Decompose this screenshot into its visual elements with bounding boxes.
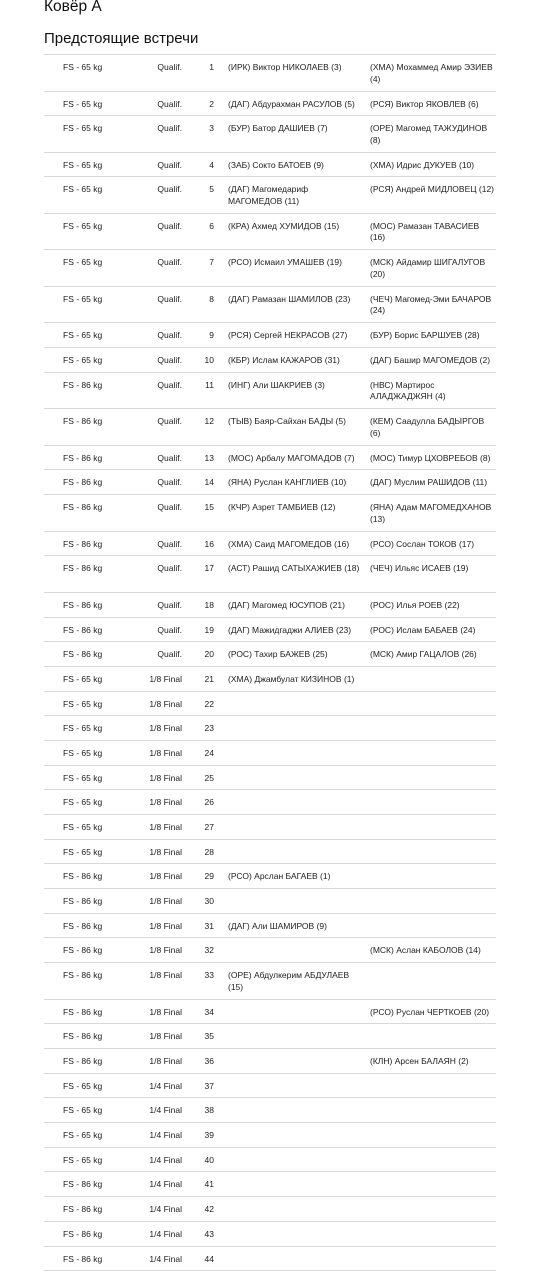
bout-round: Qualif. (157, 184, 182, 195)
weight-class: FS - 65 kg (63, 123, 103, 134)
bout-round: Qualif. (157, 355, 182, 366)
bout-number: 38 (204, 1105, 214, 1116)
bout-number: 1 (209, 62, 214, 72)
bout-round: 1/4 Final (149, 1228, 182, 1239)
weight-class: FS - 86 kg (63, 649, 103, 660)
bout-round: 1/8 Final (149, 846, 182, 857)
bout-round: 1/4 Final (149, 1204, 182, 1215)
blue-corner-wrestler: (БУР) Борис БАРШУЕВ (28) (370, 330, 480, 341)
bout-row (44, 495, 496, 532)
bout-round: 1/8 Final (149, 970, 182, 981)
weight-class: FS - 65 kg (63, 220, 103, 231)
bout-number: 35 (204, 1031, 214, 1042)
bout-round: Qualif. (157, 159, 182, 170)
weight-class: FS - 86 kg (63, 477, 103, 488)
bout-row (44, 642, 496, 667)
weight-class: FS - 86 kg (63, 563, 103, 574)
bout-row (44, 556, 496, 593)
weight-class: FS - 86 kg (63, 379, 103, 390)
bout-row (44, 287, 496, 324)
bout-row (44, 470, 496, 495)
bout-number: 26 (204, 797, 214, 808)
bout-number: 20 (204, 649, 214, 660)
blue-corner-wrestler: (РСО) Сослан ТОКОВ (17) (370, 538, 475, 549)
bout-row (44, 963, 496, 1000)
red-corner-wrestler: (ОРЕ) Абдулкерим АБДУЛАЕВ (15) (228, 970, 350, 992)
red-corner-wrestler: (ТЫВ) Баяр-Сайхан БАДЫ (5) (228, 416, 346, 427)
blue-corner-wrestler: (МОС) Рамазан ТАВАСИЕВ (16) (370, 220, 480, 243)
bout-number: 30 (204, 896, 214, 907)
bout-round: Qualif. (157, 220, 182, 231)
bout-row (44, 790, 496, 815)
blue-corner-wrestler: (КЕМ) Саадулла БАДЫРГОВ (6) (370, 416, 485, 438)
bout-number: 10 (204, 355, 214, 366)
bout-row (44, 864, 496, 889)
bout-round: Qualif. (157, 563, 182, 574)
red-corner-wrestler: (ИРК) Виктор НИКОЛАЕВ (3) (228, 62, 342, 72)
bout-row (44, 1024, 496, 1049)
bout-round: 1/8 Final (149, 698, 182, 709)
bout-round: Qualif. (157, 477, 182, 488)
bout-row (44, 409, 496, 446)
bout-row (44, 815, 496, 840)
bout-round: Qualif. (157, 599, 182, 610)
bout-row (44, 532, 496, 557)
blue-corner-wrestler: (РСО) Руслан ЧЕРТКОЕВ (20) (370, 1006, 490, 1017)
bout-row (44, 1049, 496, 1074)
weight-class: FS - 65 kg (63, 772, 103, 783)
weight-class: FS - 65 kg (63, 673, 103, 684)
weight-class: FS - 86 kg (63, 1006, 103, 1017)
weight-class: FS - 86 kg (63, 1253, 103, 1264)
bout-number: 21 (204, 673, 214, 684)
red-corner-wrestler: (ДАГ) Абдурахман РАСУЛОВ (5) (228, 98, 355, 109)
bout-row (44, 323, 496, 348)
bout-round: 1/8 Final (149, 1006, 182, 1017)
bout-row (44, 741, 496, 766)
bout-number: 43 (204, 1228, 214, 1239)
bout-row (44, 1098, 496, 1123)
blue-corner-wrestler: (МСК) Амир ГАЦАЛОВ (26) (370, 649, 477, 660)
bout-round: 1/8 Final (149, 747, 182, 758)
bout-number: 14 (204, 477, 214, 488)
bout-number: 24 (204, 747, 214, 758)
bout-number: 15 (204, 502, 214, 513)
bout-row (44, 1197, 496, 1222)
red-corner-wrestler: (КБР) Ислам КАЖАРОВ (31) (228, 355, 340, 366)
weight-class: FS - 65 kg (63, 98, 103, 109)
red-corner-wrestler: (РСО) Арслан БАГАЕВ (1) (228, 871, 331, 882)
red-corner-wrestler: (КЧР) Азрет ТАМБИЕВ (12) (228, 502, 336, 513)
bout-number: 2 (209, 98, 214, 109)
bout-number: 12 (204, 416, 214, 427)
weight-class: FS - 65 kg (63, 1154, 103, 1165)
blue-corner-wrestler: (РОС) Илья РОЕВ (22) (370, 599, 460, 610)
bout-row (44, 55, 496, 92)
bout-round: 1/4 Final (149, 1253, 182, 1264)
red-corner-wrestler: (ДАГ) Магомед ЮСУПОВ (21) (228, 599, 345, 610)
bout-round: 1/8 Final (149, 871, 182, 882)
section-title: Предстоящие встречи (44, 30, 199, 47)
bout-row (44, 1074, 496, 1099)
bout-number: 9 (209, 330, 214, 341)
blue-corner-wrestler: (РСЯ) Виктор ЯКОВЛЕВ (6) (370, 98, 479, 109)
bout-round: 1/8 Final (149, 723, 182, 734)
bout-number: 13 (204, 452, 214, 463)
weight-class: FS - 65 kg (63, 184, 103, 195)
blue-corner-wrestler: (ЧЕЧ) Магомед-Эми БАЧАРОВ (24) (370, 293, 492, 316)
bout-row (44, 716, 496, 741)
blue-corner-wrestler: (МСК) Айдамир ШИГАЛУГОВ (20) (370, 257, 486, 279)
bout-number: 31 (204, 920, 214, 931)
weight-class: FS - 65 kg (63, 1105, 103, 1116)
weight-class: FS - 65 kg (63, 330, 103, 341)
bout-round: 1/8 Final (149, 920, 182, 931)
red-corner-wrestler: (МОС) Арбалу МАГОМАДОВ (7) (228, 452, 355, 463)
bout-number: 11 (205, 379, 214, 390)
weight-class: FS - 86 kg (63, 871, 103, 882)
weight-class: FS - 65 kg (63, 62, 103, 72)
bout-row (44, 1247, 496, 1272)
bout-row (44, 667, 496, 692)
bout-row (44, 938, 496, 963)
weight-class: FS - 65 kg (63, 747, 103, 758)
bout-number: 8 (209, 293, 214, 304)
weight-class: FS - 86 kg (63, 896, 103, 907)
red-corner-wrestler: (РСО) Исмаил УМАШЕВ (19) (228, 257, 342, 268)
bout-row (44, 692, 496, 717)
red-corner-wrestler: (ЯНА) Руслан КАНГЛИЕВ (10) (228, 477, 347, 488)
bout-row (44, 92, 496, 117)
blue-corner-wrestler: (РСЯ) Андрей МИДЛОВЕЦ (12) (370, 184, 495, 195)
bout-round: 1/8 Final (149, 945, 182, 956)
bout-round: Qualif. (157, 502, 182, 513)
bout-number: 28 (204, 846, 214, 857)
bout-number: 23 (204, 723, 214, 734)
bout-round: Qualif. (157, 649, 182, 660)
bout-number: 5 (209, 184, 214, 195)
bout-round: Qualif. (157, 452, 182, 463)
red-corner-wrestler: (ХМА) Саид МАГОМЕДОВ (16) (228, 538, 350, 549)
weight-class: FS - 65 kg (63, 1130, 103, 1141)
weight-class: FS - 65 kg (63, 822, 103, 832)
bout-number: 18 (204, 599, 214, 610)
bout-round: 1/8 Final (149, 896, 182, 907)
bout-round: Qualif. (157, 538, 182, 549)
weight-class: FS - 65 kg (63, 797, 103, 808)
weight-class: FS - 86 kg (63, 624, 103, 635)
mat-title: Ковёр А (44, 0, 102, 15)
red-corner-wrestler: (РОС) Тахир БАЖЕВ (25) (228, 649, 328, 660)
bout-number: 17 (204, 563, 214, 574)
weight-class: FS - 65 kg (63, 846, 103, 857)
bout-round: Qualif. (157, 98, 182, 109)
weight-class: FS - 86 kg (63, 1179, 103, 1190)
weight-class: FS - 86 kg (63, 452, 103, 463)
red-corner-wrestler: (ДАГ) Магомедариф МАГОМЕДОВ (11) (228, 184, 309, 206)
bout-row (44, 1000, 496, 1025)
weight-class: FS - 86 kg (63, 1056, 103, 1066)
bout-number: 33 (204, 970, 214, 981)
bout-number: 44 (204, 1253, 214, 1264)
red-corner-wrestler: (ЗАБ) Сокто БАТОЕВ (9) (228, 159, 324, 170)
bout-round: 1/8 Final (149, 673, 182, 684)
bout-row (44, 177, 496, 214)
bout-number: 3 (209, 123, 214, 134)
bout-row (44, 840, 496, 865)
bout-round: 1/4 Final (149, 1080, 182, 1091)
bout-row (44, 348, 496, 373)
blue-corner-wrestler: (НВС) Мартирос АЛАДЖАДЖЯН (4) (370, 379, 446, 402)
bout-row (44, 1172, 496, 1197)
weight-class: FS - 65 kg (63, 698, 103, 709)
bout-round: Qualif. (157, 62, 182, 72)
bout-round: 1/4 Final (149, 1154, 182, 1165)
blue-corner-wrestler: (ХМА) Идрис ДУКУЕВ (10) (370, 159, 475, 170)
bout-row (44, 153, 496, 178)
bout-row (44, 373, 496, 410)
bout-round: Qualif. (157, 257, 182, 268)
weight-class: FS - 65 kg (63, 293, 103, 304)
weight-class: FS - 86 kg (63, 920, 103, 931)
blue-corner-wrestler: (РОС) Ислам БАБАЕВ (24) (370, 624, 476, 635)
weight-class: FS - 65 kg (63, 355, 103, 366)
blue-corner-wrestler: (ОРЕ) Магомед ТАЖУДИНОВ (8) (370, 123, 488, 145)
bout-row (44, 766, 496, 791)
red-corner-wrestler: (ДАГ) Мажидгаджи АЛИЕВ (23) (228, 624, 352, 635)
bout-row (44, 889, 496, 914)
weight-class: FS - 86 kg (63, 502, 103, 513)
bout-round: Qualif. (157, 123, 182, 134)
red-corner-wrestler: (ДАГ) Али ШАМИРОВ (9) (228, 920, 327, 931)
bout-row (44, 250, 496, 287)
bout-number: 25 (204, 772, 214, 783)
weight-class: FS - 86 kg (63, 1031, 103, 1042)
blue-corner-wrestler: (ЧЕЧ) Ильяс ИСАЕВ (19) (370, 563, 469, 574)
red-corner-wrestler: (КРА) Ахмед ХУМИДОВ (15) (228, 220, 340, 231)
weight-class: FS - 86 kg (63, 970, 103, 981)
bout-row (44, 446, 496, 471)
weight-class: FS - 86 kg (63, 538, 103, 549)
bout-number: 4 (209, 159, 214, 170)
weight-class: FS - 86 kg (63, 945, 103, 956)
bout-row (44, 1222, 496, 1247)
bout-number: 41 (204, 1179, 214, 1190)
weight-class: FS - 65 kg (63, 723, 103, 734)
blue-corner-wrestler: (ХМА) Мохаммед Амир ЭЗИЕВ (4) (370, 62, 493, 84)
weight-class: FS - 86 kg (63, 416, 103, 427)
red-corner-wrestler: (ДАГ) Рамазан ШАМИЛОВ (23) (228, 293, 351, 304)
weight-class: FS - 65 kg (63, 257, 103, 268)
bout-number: 27 (204, 822, 214, 832)
bout-number: 37 (204, 1080, 214, 1091)
bout-number: 32 (204, 945, 214, 956)
bouts-list (44, 54, 496, 1271)
blue-corner-wrestler: (ЯНА) Адам МАГОМЕДХАНОВ (13) (370, 502, 492, 524)
weight-class: FS - 86 kg (63, 599, 103, 610)
blue-corner-wrestler: (КЛН) Арсен БАЛАЯН (2) (370, 1056, 469, 1066)
bout-round: 1/8 Final (149, 1056, 182, 1066)
bout-row (44, 1123, 496, 1148)
weight-class: FS - 86 kg (63, 1204, 103, 1215)
bout-round: 1/8 Final (149, 797, 182, 808)
red-corner-wrestler: (АСТ) Рашид САТЫХАЖИЕВ (18) (228, 563, 360, 574)
bout-row (44, 116, 496, 153)
bout-round: Qualif. (157, 293, 182, 304)
bout-number: 40 (204, 1154, 214, 1165)
bout-row (44, 618, 496, 643)
bout-number: 29 (204, 871, 214, 882)
blue-corner-wrestler: (ДАГ) Муслим РАШИДОВ (11) (370, 477, 488, 488)
blue-corner-wrestler: (МСК) Аслан КАБОЛОВ (14) (370, 945, 481, 956)
red-corner-wrestler: (РСЯ) Сергей НЕКРАСОВ (27) (228, 330, 348, 341)
bout-number: 39 (204, 1130, 214, 1141)
bout-number: 34 (204, 1006, 214, 1017)
bout-row (44, 593, 496, 618)
bout-round: 1/4 Final (149, 1105, 182, 1116)
bout-round: Qualif. (157, 330, 182, 341)
bout-number: 7 (209, 257, 214, 268)
weight-class: FS - 86 kg (63, 1228, 103, 1239)
bout-round: Qualif. (157, 379, 182, 390)
bout-round: Qualif. (157, 416, 182, 427)
bout-round: 1/8 Final (149, 1031, 182, 1042)
bout-row (44, 214, 496, 251)
bout-row (44, 914, 496, 939)
bout-number: 6 (209, 220, 214, 231)
bout-row (44, 1148, 496, 1173)
bout-number: 36 (204, 1056, 214, 1066)
weight-class: FS - 65 kg (63, 1080, 103, 1091)
weight-class: FS - 65 kg (63, 159, 103, 170)
bout-number: 19 (204, 624, 214, 635)
blue-corner-wrestler: (ДАГ) Башир МАГОМЕДОВ (2) (370, 355, 491, 366)
bout-number: 16 (204, 538, 214, 549)
bout-round: 1/8 Final (149, 772, 182, 783)
blue-corner-wrestler: (МОС) Тимур ЦХОВРЕБОВ (8) (370, 452, 491, 463)
red-corner-wrestler: (БУР) Батор ДАШИЕВ (7) (228, 123, 328, 134)
red-corner-wrestler: (ИНГ) Али ШАКРИЕВ (3) (228, 379, 325, 390)
bout-round: 1/4 Final (149, 1130, 182, 1141)
bout-number: 42 (204, 1204, 214, 1215)
bout-round: 1/8 Final (149, 822, 182, 832)
bout-round: 1/4 Final (149, 1179, 182, 1190)
bout-round: Qualif. (157, 624, 182, 635)
red-corner-wrestler: (ХМА) Джамбулат КИЗИНОВ (1) (228, 673, 355, 684)
bout-number: 22 (204, 698, 214, 709)
